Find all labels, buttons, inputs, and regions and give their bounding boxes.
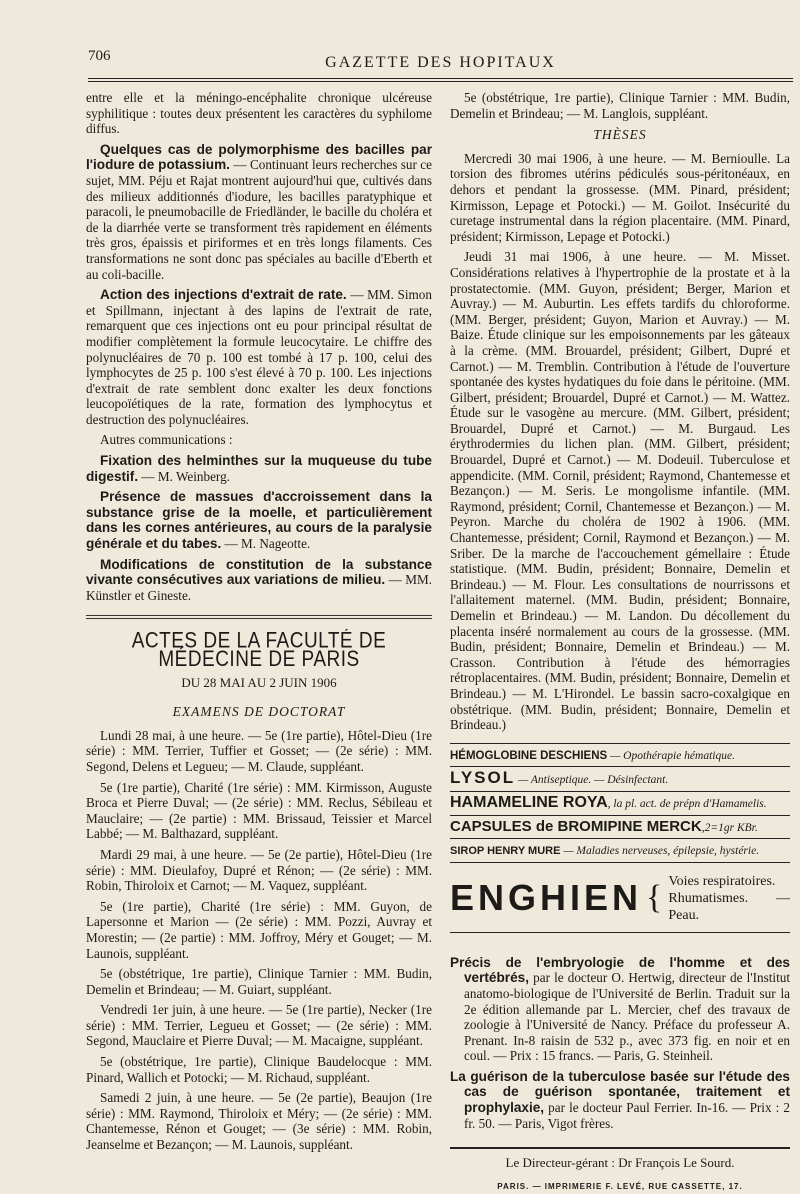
- exam-entry: 5e (1re partie), Charité (1re série) : MM. Kirmisson, Auguste Broca et Pierre Duval; — (2e série) : MM. Reclus, Sébileau et Mauclaire; — (2e partie) : MM. Brissaud, Teissier et Marcel Labbé; — M. Balthazard, suppléant.: [86, 779, 432, 842]
- thesis-entry: Mercredi 30 mai 1906, à une heure. — M. Bernioulle. La torsion des fibromes utérins pédiculés sous-péritonéaux, en dehors et pendant la grossesse. (MM. Pinard, président; Kirmisson, Lepage et Potocki.) — M. Goilot. Insécurité du curetage instrumental dans la région placentaire. (MM. Pinard, président; Kirmisson, Lepage et Potocki.): [450, 150, 790, 244]
- acts-dates: DU 28 MAI AU 2 JUIN 1906: [181, 674, 337, 690]
- ad-brand: CAPSULES de BROMIPINE MERCK: [450, 817, 702, 835]
- paragraph-heading: Action des injections d'extrait de rate.: [100, 287, 347, 303]
- journal-title: GAZETTE DES HOPITAUX: [325, 54, 556, 71]
- section-separator: [86, 615, 432, 619]
- paragraph-heading: Modifications de constitution de la substance vivante consécutives aux variations de milieu.: [86, 556, 432, 588]
- paragraph-body: — M. Weinberg.: [138, 468, 230, 484]
- ad-tagline: — Maladies nerveuses, épilepsie, hystérie.: [560, 845, 760, 858]
- ad-capsules: [450, 816, 790, 840]
- book-details: par le docteur Paul Ferrier. In-16. — Prix : 2 fr. 50. — Paris, Vigot frères.: [464, 1100, 790, 1131]
- exam-entry: 5e (obstétrique, 1re partie), Clinique Baudelocque : MM. Pinard, Wallich et Potocki; — M. Richaud, suppléant.: [86, 1054, 432, 1085]
- book-entry: [450, 1069, 790, 1131]
- ad-lysol: [450, 767, 790, 792]
- paragraph: [86, 142, 432, 282]
- acts-title: ACTES DE LA FACULTÉ DE MÉDECINE DE PARIS: [131, 629, 387, 672]
- ad-hemoglobine: [450, 744, 790, 768]
- paragraph: [86, 557, 432, 604]
- paragraph: [86, 453, 432, 484]
- paragraph-heading: Quelques cas de polymorphisme des bacilles par l'iodure de potassium.: [86, 141, 432, 173]
- book-details: par le docteur O. Hertwig, directeur de l'Institut anatomo-biologique de l'Université de Berlin. Traduit sur la 2e édition allemande par L. Mercier, chef des travaux de zoologie à l'Université de Nancy. Préface du professeur A. Prenant. In-8 raisin de 532 p., avec 373 fig. en noir et en coul. — Prix : 15 francs. — Paris, G. Steinheil.: [464, 970, 790, 1064]
- left-column: [86, 90, 432, 1158]
- paragraph: [86, 287, 432, 427]
- header-rule-2: [88, 81, 793, 82]
- ad-lines: [668, 873, 790, 924]
- header-rule: [88, 78, 793, 79]
- paragraph: Autres communications :: [100, 432, 233, 448]
- exam-entry: Samedi 2 juin, à une heure. — 5e (2e partie), Beaujon (1re série) : MM. Raymond, Thiroloix et Méry; — (2e série) : MM. Chantemesse, Rénon et Gouget; — (3e série) : MM. Robin, Jeanselme et Bezançon; — M. Launois, suppléant.: [86, 1090, 432, 1153]
- ad-tagline: — Antiseptique. — Désinfectant.: [515, 774, 669, 787]
- thesis-entry: Jeudi 31 mai 1906, à une heure. — M. Misset. Considérations relatives à l'hypertrophie de la prostate et à la prostatectomie. (MM. Guyon, président; Berger, Marion et Auvray.) — M. Auburtin. Les effets tardifs du chloroforme. (MM. Berger, président; Guyon, Marion et Auvray.) — M. Baize. Étude clinique sur les empoisonnements par les gâteaux à la crème. (MM. Brouardel, président; Gilbert, Dupré et Carnot.) — M. Tremblin. Contribution à l'étude de l'ouverture spontanée des kystes hydatiques du foie dans le péritoine. (MM. Gilbert, président; Brouardel, Dupré et Carnot.) — M. Wattez. Étude sur le vasogène au mercure. (MM. Gilbert, président; Brouardel, Dupré et Carnot.) — M. Burgaud. Les érythrodermies du lichen plan. (MM. Gilbert, président; Brouardel, Dupré et Carnot.) — M. Dodeuil. Tuberculose et appendicite. (MM. Cornil, président; Raymond, Chantemesse et Bezançon.) — M. Seris. Le mongolisme infantile. (MM. Raymond, président; Cornil, Chantemesse et Bezançon.) — M. Peyron. Marche du choléra de 1902 à 1906. (MM. Chantemesse, président; Cornil, Raymond et Bezançon.) — M. Sriber. De la marche de l'accouchement gémellaire : Étude statistique. (MM. Budin, président; Bonnaire, Demelin et Brindeau.) — M. Flour. Les consultations de nourrissons et l'allaitement maternel. (MM. Budin, président; Bonnaire, Demelin et Brindeau.) — M. Landon. Du décollement du placenta inséré normalement au cours de la grossesse. (MM. Budin, président; Bonnaire, Demelin et Brindeau.) — M. Crasson. Contribution à l'étude des hémorragies rétroplacentaires. (MM. Budin, président; Bonnaire, Demelin et Brindeau.) — M. L'Hirondel. Le bassin sacro-coxalgique en obstétrique. (MM. Budin, président; Bonnaire, Demelin et Brindeau.): [450, 249, 790, 733]
- ad-enghien: [450, 863, 790, 933]
- paragraph-body: — MM. Simon et Spillmann, injectant à des lapins de l'extrait de rate, remarquent que ces injections ont eu pour principal résultat de modifier complètement la formule leucocytaire. Le chiffre des polynucléaires de 70 p. 100 est tombé à 17 p. 100, celui des lymphocytes de 25 p. 100 s'est élevé à 70 p. 100. Les injections d'extrait de rate semblent donc exalter les deux fonctions leucopoïétiques de la rate, formation des lymphocytus et destruction des polynucléaires.: [86, 287, 432, 427]
- paragraph-heading: Présence de massues d'accroissement dans la substance grise de la moelle, et particulièrement dans les cornes antérieures, au cours de la paralysie générale et du tabes.: [86, 489, 432, 552]
- paragraph: entre elle et la méningo-encéphalite chronique ulcéreuse syphilitique : toutes deux présentent les caractères du syphilome diffus.: [86, 90, 432, 137]
- ad-brand: LYSOL: [450, 768, 516, 788]
- exam-entry: Mardi 29 mai, à une heure. — 5e (2e partie), Hôtel-Dieu (1re série) : MM. Dieulafoy, Dupré et Rénon; — (2e série) : MM. Robin, Thiroloix et Carnot; — M. Vaquez, suppléant.: [86, 846, 432, 894]
- ad-brand: SIROP HENRY MURE: [450, 845, 561, 858]
- paragraph-body: — Continuant leurs recherches sur ce sujet, MM. Péju et Rajat montrent aujourd'hui que, cultivés dans des milieux additionnés d'iodure, les bacilles paratyphique et paracoli, le pneumobacille de Friedländer, le bacille du choléra et de la diarrhée verte se transforment très rapidement en éléments très gros, épaissis et piriformes et en très longs filaments. Ces transformations ne sont donc pas spéciales au bacille d'Eberth et au coli-bacille.: [86, 157, 433, 282]
- ad-sirop: [450, 839, 790, 863]
- ad-tagline: , la pl. act. de prépn d'Hamamelis.: [607, 797, 767, 810]
- ad-line: Rhumatismes. — Peau.: [668, 890, 790, 923]
- ad-brand: HÉMOGLOBINE DESCHIENS: [450, 749, 608, 762]
- ad-tagline: ,2=1gr KBr.: [701, 821, 758, 834]
- ads-block: [450, 743, 790, 933]
- paragraph-heading: Fixation des helminthes sur la muqueuse du tube digestif.: [86, 453, 432, 484]
- book-entry: [450, 955, 790, 1064]
- right-column: [450, 90, 790, 1194]
- book-notices: [450, 955, 790, 1132]
- ad-brand: HAMAMELINE ROYA: [450, 793, 608, 811]
- ad-hamameline: [450, 792, 790, 816]
- paragraph-body: — MM. Künstler et Gineste.: [86, 572, 432, 603]
- exam-entry: Lundi 28 mai, à une heure. — 5e (1re partie), Hôtel-Dieu (1re série) : MM. Terrier, Tuffier et Gosset; — (2e série) : MM. Segond, Delens et Legueu; — M. Claude, suppléant.: [86, 727, 432, 774]
- director-line: Le Directeur-gérant : Dr François Le Sourd.: [450, 1147, 790, 1171]
- book-title: La guérison de la tuberculose basée sur l'étude des cas de guérison spontanée, traitement et prophylaxie,: [450, 1068, 790, 1116]
- paragraph: [86, 489, 432, 551]
- exam-entry: 5e (obstétrique, 1re partie), Clinique Tarnier : MM. Budin, Demelin et Brindeau; — M. Guiart, suppléant.: [86, 966, 432, 997]
- exam-entry: 5e (obstétrique, 1re partie), Clinique Tarnier : MM. Budin, Demelin et Brindeau; — M. Langlois, suppléant.: [450, 90, 790, 121]
- ad-tagline: — Opothérapie hématique.: [607, 749, 735, 762]
- page-number: 706: [88, 48, 111, 64]
- theses-title: THÈSES: [593, 127, 647, 143]
- exam-entry: Vendredi 1er juin, à une heure. — 5e (1re partie), Necker (1re série) : MM. Terrier, Legueu et Gosset; — (2e série) : MM. Segond, Mauclaire et Pierre Duval; — M. Macaigne, suppléant.: [86, 1002, 432, 1049]
- examens-title: EXAMENS DE DOCTORAT: [172, 704, 346, 720]
- ad-brand: ENGHIEN: [450, 877, 643, 919]
- printer-line: PARIS. — IMPRIMERIE F. LEVÉ, RUE CASSETTE, 17.: [497, 1181, 743, 1191]
- ad-line: Voies respiratoires.: [668, 873, 776, 889]
- paragraph-body: — M. Nageotte.: [221, 536, 311, 552]
- page-header: [88, 46, 793, 76]
- book-title: Précis de l'embryologie de l'homme et des vertébrés,: [450, 954, 790, 986]
- brace-glyph: {: [646, 879, 663, 917]
- exam-entry: 5e (1re partie), Charité (1re série) : MM. Guyon, de Lapersonne et Marion — (2e série) : MM. Pozzi, Auvray et Morestin; — (2e partie) : MM. Joffroy, Méry et Gouget; — M. Launois, suppléant.: [86, 898, 432, 961]
